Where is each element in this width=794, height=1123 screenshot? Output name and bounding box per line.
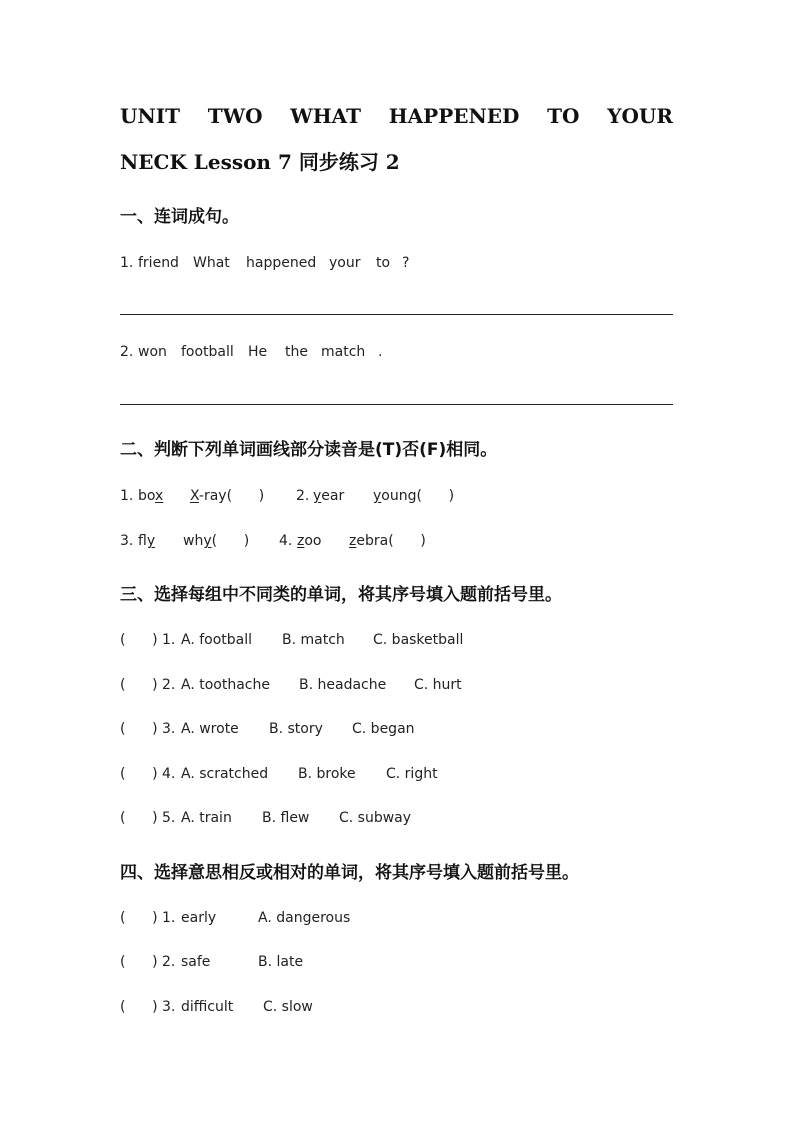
item-number: 4. — [279, 533, 293, 549]
phonics-word: zoo — [297, 533, 322, 549]
antonym-option: A. dangerous — [258, 910, 351, 926]
phonics-word: box — [138, 488, 164, 504]
option-a: A. football — [181, 632, 253, 648]
scrambled-word: . — [378, 344, 383, 360]
scrambled-word: to — [376, 255, 391, 271]
title-line-1 — [120, 104, 673, 128]
option-c: C. basketball — [373, 632, 464, 648]
antonym-word: difficult — [181, 999, 234, 1015]
option-c: C. hurt — [414, 677, 462, 693]
option-b: B. story — [269, 721, 323, 737]
antonym-word: safe — [181, 954, 211, 970]
phonics-word: X-ray( ) — [190, 488, 265, 504]
item-number: 1. — [120, 488, 134, 504]
section-4-heading: 四、选择意思相反或相对的单词，将其序号填入题前括号里。 — [120, 863, 579, 883]
option-b: B. match — [282, 632, 345, 648]
title-word: UNIT — [120, 104, 180, 128]
phonics-word: why( ) — [183, 533, 250, 549]
title-word: YOUR — [607, 104, 673, 128]
option-c: C. subway — [339, 810, 412, 826]
option-c: C. right — [386, 766, 438, 782]
title-word: TO — [547, 104, 580, 128]
title-word: TWO — [207, 104, 263, 128]
item-number: 3. — [162, 999, 176, 1015]
item-number: 1. — [162, 632, 176, 648]
answer-line-2[interactable] — [120, 404, 673, 405]
answer-paren[interactable]: ( ) — [120, 721, 158, 737]
answer-line-1[interactable] — [120, 314, 673, 315]
antonym-option: B. late — [258, 954, 304, 970]
scrambled-word: happened — [246, 255, 317, 271]
item-number: 1. — [120, 255, 134, 271]
item-number: 1. — [162, 910, 176, 926]
antonym-option: C. slow — [263, 999, 313, 1015]
item-number: 4. — [162, 766, 176, 782]
option-b: B. headache — [299, 677, 387, 693]
item-number: 2. — [162, 677, 176, 693]
answer-paren[interactable]: ( ) — [120, 999, 158, 1015]
answer-paren[interactable]: ( ) — [211, 533, 250, 549]
phonics-word: fly — [138, 533, 156, 549]
option-a: A. scratched — [181, 766, 269, 782]
item-number: 3. — [162, 721, 176, 737]
answer-paren[interactable]: ( ) — [388, 533, 426, 549]
option-a: A. wrote — [181, 721, 239, 737]
scrambled-word: your — [329, 255, 361, 271]
section-2-heading: 二、判断下列单词画线部分读音是(T)否(F)相同。 — [120, 440, 498, 460]
phonics-word: young( ) — [373, 488, 455, 504]
scrambled-word: ? — [402, 255, 410, 271]
option-a: A. toothache — [181, 677, 270, 693]
option-b: B. flew — [262, 810, 310, 826]
answer-paren[interactable]: ( ) — [120, 954, 158, 970]
item-number: 5. — [162, 810, 176, 826]
answer-paren[interactable]: ( ) — [226, 488, 265, 504]
section-1-heading: 一、连词成句。 — [120, 207, 239, 227]
section-3-heading: 三、选择每组中不同类的单词，将其序号填入题前括号里。 — [120, 585, 562, 605]
scrambled-word: friend — [138, 255, 179, 271]
scrambled-word: What — [193, 255, 230, 271]
scrambled-word: football — [181, 344, 234, 360]
answer-paren[interactable]: ( ) — [120, 766, 158, 782]
scrambled-word: match — [321, 344, 366, 360]
phonics-word: year — [313, 488, 345, 504]
option-c: C. began — [352, 721, 415, 737]
answer-paren[interactable]: ( ) — [120, 632, 158, 648]
phonics-word: zebra( ) — [349, 533, 426, 549]
answer-paren[interactable]: ( ) — [120, 910, 158, 926]
title-word: HAPPENED — [388, 104, 520, 128]
answer-paren[interactable]: ( ) — [120, 810, 158, 826]
item-number: 2. — [120, 344, 134, 360]
antonym-word: early — [181, 910, 217, 926]
scrambled-word: the — [285, 344, 308, 360]
option-a: A. train — [181, 810, 232, 826]
item-number: 2. — [162, 954, 176, 970]
item-number: 3. — [120, 533, 134, 549]
title-word: WHAT — [290, 104, 361, 128]
answer-paren[interactable]: ( ) — [416, 488, 455, 504]
scrambled-word: He — [248, 344, 268, 360]
option-b: B. broke — [298, 766, 356, 782]
answer-paren[interactable]: ( ) — [120, 677, 158, 693]
item-number: 2. — [296, 488, 310, 504]
scrambled-word: won — [138, 344, 167, 360]
title-line-2: NECK Lesson 7 同步练习 2 — [120, 150, 400, 174]
